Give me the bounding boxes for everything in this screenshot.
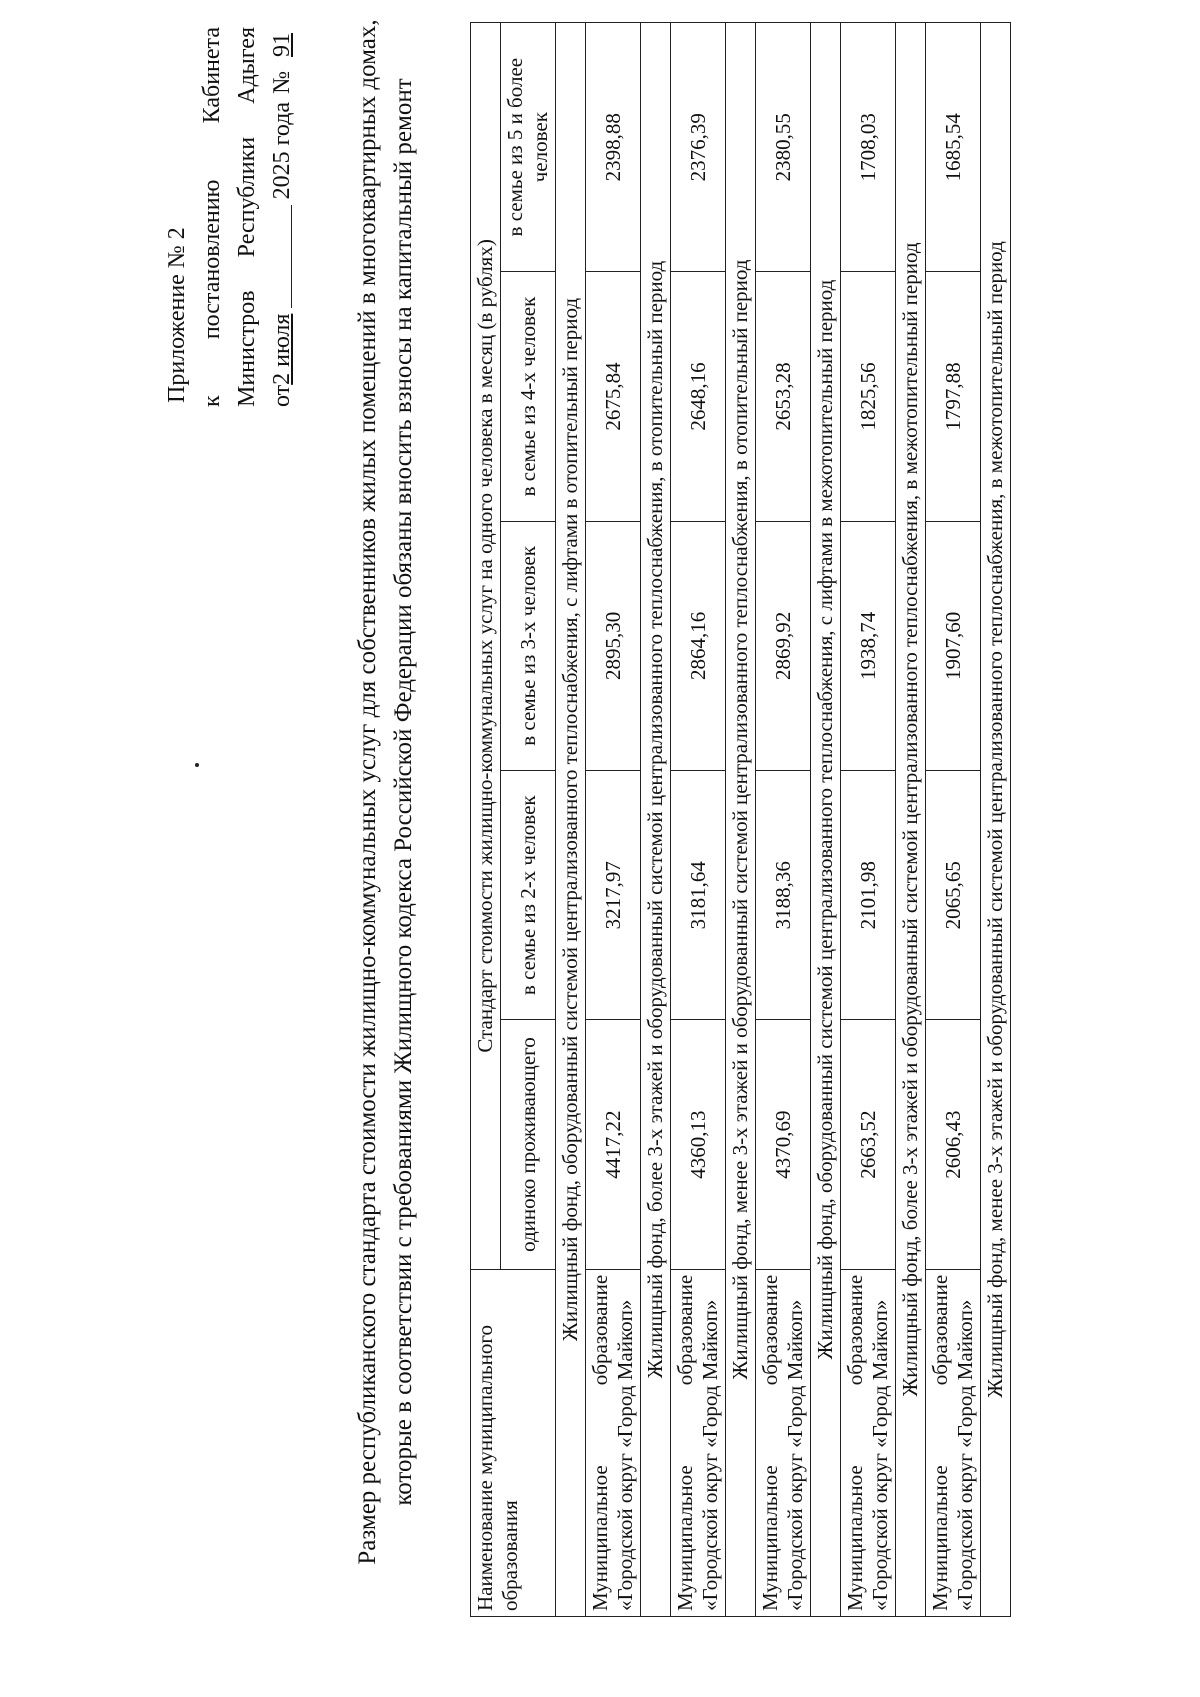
header-col-1: одиноко проживающего <box>501 1020 556 1269</box>
table-row <box>926 23 981 1617</box>
section-title: Жилищный фонд, более 3-х этажей и оборудованный системой централизованного теплоснабжения, в отопительный период <box>641 23 671 1617</box>
appendix-row-date <box>265 27 300 407</box>
value-cell: 4417,22 <box>586 1020 641 1269</box>
section-row <box>981 23 1011 1617</box>
value-cell: 2648,16 <box>671 272 726 521</box>
appendix-row-2 <box>195 27 230 407</box>
section-title: Жилищный фонд, оборудованный системой централизованного теплоснабжения, с лифтами в межотопительный период <box>811 23 841 1617</box>
value-cell: 4370,69 <box>756 1020 811 1269</box>
value-cell: 2663,52 <box>841 1020 896 1269</box>
value-cell: 3188,36 <box>756 771 811 1020</box>
municipality-cell: Муниципальное образование «Городской округ «Город Майкоп» <box>756 1269 811 1616</box>
appendix-title: Приложение № 2 <box>164 227 190 403</box>
municipality-cell: Муниципальное образование «Городской округ «Город Майкоп» <box>926 1269 981 1616</box>
standard-cost-table <box>470 22 1011 1617</box>
table-row <box>841 23 896 1617</box>
section-title: Жилищный фонд, менее 3-х этажей и оборудованный системой централизованного теплоснабжения, в межотопительный период <box>981 23 1011 1617</box>
value-cell: 2065,65 <box>926 771 981 1020</box>
value-cell: 4360,13 <box>671 1020 726 1269</box>
section-row <box>896 23 926 1617</box>
header-municipality: Наименование муниципального образования <box>471 1269 556 1616</box>
resolution-date: 2 июля <box>269 313 295 385</box>
date-underline <box>265 205 292 307</box>
value-cell: 1907,60 <box>926 521 981 770</box>
value-cell: 1708,03 <box>841 23 896 272</box>
value-cell: 1685,54 <box>926 23 981 272</box>
appendix-row-3 <box>230 27 265 407</box>
table-row <box>586 23 641 1617</box>
value-cell: 3217,97 <box>586 771 641 1020</box>
appendix-word: постановлению <box>199 179 225 340</box>
value-cell: 2895,30 <box>586 521 641 770</box>
value-cell: 1938,74 <box>841 521 896 770</box>
header-col-3: в семье из 3-х человек <box>501 521 556 770</box>
value-cell: 3181,64 <box>671 771 726 1020</box>
municipality-cell: Муниципальное образование «Городской округ «Город Майкоп» <box>586 1269 641 1616</box>
section-row <box>811 23 841 1617</box>
header-col-4: в семье из 4-х человек <box>501 272 556 521</box>
municipality-cell: Муниципальное образование «Городской округ «Город Майкоп» <box>841 1269 896 1616</box>
value-cell: 2606,43 <box>926 1020 981 1269</box>
value-cell: 2869,92 <box>756 521 811 770</box>
resolution-number: 91 <box>269 33 295 57</box>
value-cell: 2380,55 <box>756 23 811 272</box>
section-row <box>556 23 586 1617</box>
table-row <box>671 23 726 1617</box>
section-title: Жилищный фонд, менее 3-х этажей и оборудованный системой централизованного теплоснабжения, в отопительный период <box>726 23 756 1617</box>
value-cell: 1797,88 <box>926 272 981 521</box>
table-header-row <box>471 23 501 1617</box>
section-title: Жилищный фонд, оборудованный системой централизованного теплоснабжения, с лифтами в отопительный период <box>556 23 586 1617</box>
appendix-word: к <box>199 395 225 407</box>
municipality-cell: Муниципальное образование «Городской округ «Город Майкоп» <box>671 1269 726 1616</box>
section-title: Жилищный фонд, более 3-х этажей и оборудованный системой централизованного теплоснабжения, в межотопительный период <box>896 23 926 1617</box>
resolution-year: 2025 года <box>269 101 295 200</box>
section-row <box>726 23 756 1617</box>
header-standard: Стандарт стоимости жилищно-коммунальных услуг на одного человека в месяц (в рублях) <box>471 23 501 1270</box>
value-cell: 2376,39 <box>671 23 726 272</box>
value-cell: 2675,84 <box>586 272 641 521</box>
appendix-word: Кабинета <box>199 27 225 124</box>
appendix-block <box>160 27 300 407</box>
header-col-5: в семье из 5 и более человек <box>501 23 556 272</box>
section-row <box>641 23 671 1617</box>
date-prefix: от <box>269 384 295 407</box>
value-cell: 2101,98 <box>841 771 896 1020</box>
value-cell: 2653,28 <box>756 272 811 521</box>
header-col-2: в семье из 2-х человек <box>501 771 556 1020</box>
appendix-word: Адыгея <box>234 27 260 104</box>
document-title: Размер республиканского стандарта стоимости жилищно-коммунальных услуг для собственников жилых помещений в многоквартирных домах, которые в соответствии с требованиями Жилищного кодекса Российской Федерации обязаны вносить взносы на капитальный ремонт <box>354 19 417 1565</box>
appendix-word: Республики <box>234 136 260 258</box>
number-label: № <box>269 71 295 94</box>
appendix-word: Министров <box>234 290 260 407</box>
value-cell: 1825,56 <box>841 272 896 521</box>
value-cell: 2398,88 <box>586 23 641 272</box>
scan-speck <box>195 763 199 767</box>
table-row <box>756 23 811 1617</box>
value-cell: 2864,16 <box>671 521 726 770</box>
